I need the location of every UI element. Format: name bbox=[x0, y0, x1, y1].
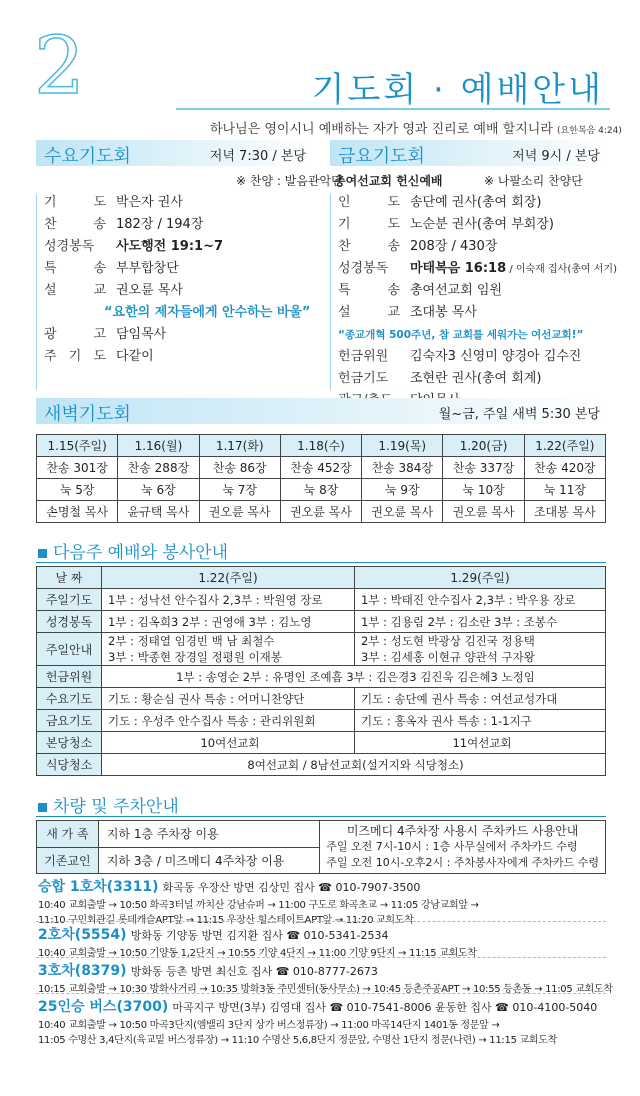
dawn-cell: 찬송 301장 bbox=[37, 457, 118, 479]
order-value: 권오륜 목사 bbox=[116, 283, 183, 298]
order-value: 김숙자3 신영미 양경아 김수진 bbox=[410, 349, 582, 364]
next-cell: 1부 : 송영순 2부 : 유명인 조예흠 3부 : 김은경3 김진욱 김은혜3 노정임 bbox=[102, 666, 606, 688]
header-verse: 하나님은 영이시니 예배하는 자가 영과 진리로 예배 할지니라 (요한복음 4:24) bbox=[210, 122, 622, 137]
parking-rule bbox=[36, 816, 606, 817]
parking-heading: 차량 및 주차안내 bbox=[38, 792, 179, 817]
dawn-header bbox=[36, 398, 606, 424]
order-value: 다같이 bbox=[116, 349, 154, 364]
next-row-label: 수요기도 bbox=[37, 688, 102, 710]
order-value: 조현란 권사(총여 회계) bbox=[410, 371, 542, 386]
dawn-cell: 1.20(금) bbox=[443, 435, 524, 457]
verse-ref: (요한복음 4:24) bbox=[557, 126, 622, 136]
next-cell: 1부 : 박태진 안수집사 2,3부 : 박우용 장로 bbox=[355, 589, 606, 611]
bus-entry bbox=[38, 996, 597, 1046]
next-row bbox=[37, 589, 606, 611]
next-date-1: 1.22(주일) bbox=[102, 567, 355, 589]
bus-title bbox=[38, 960, 613, 980]
order-label: 주 기 도 bbox=[44, 349, 106, 364]
next-row bbox=[37, 688, 606, 710]
order-row bbox=[44, 302, 314, 324]
dawn-cell: 권오륜 목사 bbox=[443, 501, 524, 523]
next-table bbox=[36, 566, 606, 776]
dawn-row bbox=[37, 479, 606, 501]
order-row bbox=[44, 214, 314, 236]
dawn-cell: 눅 11장 bbox=[524, 479, 605, 501]
next-row bbox=[37, 611, 606, 633]
wed-time: 저녁 7:30 / 본당 bbox=[209, 149, 306, 164]
next-date-label: 날 짜 bbox=[37, 567, 102, 589]
bus-title bbox=[38, 924, 477, 944]
next-cell: 기도 : 우성주 안수집사 특송 : 관리위원회 bbox=[102, 710, 355, 732]
next-row-label: 주일안내 bbox=[37, 633, 102, 666]
next-row bbox=[37, 633, 606, 666]
bus-name: 25인승 버스(3700) bbox=[38, 999, 169, 1015]
order-label: 인 도 bbox=[338, 195, 400, 210]
dawn-cell: 윤규택 목사 bbox=[118, 501, 199, 523]
bus-entry bbox=[38, 924, 477, 959]
order-label: 특 송 bbox=[44, 261, 106, 276]
order-row bbox=[338, 258, 617, 280]
bus-title bbox=[38, 876, 479, 896]
bus-route: 10:40 교회출발 → 10:50 기양동 1,2단지 → 10:55 기양 4단지 → 11:00 기양 9단지 → 11:15 교회도착 bbox=[38, 948, 477, 959]
parking-table bbox=[36, 820, 606, 874]
next-cell: 기도 : 황순심 권사 특송 : 어머니찬양단 bbox=[102, 688, 355, 710]
order-value: 208장 / 430장 bbox=[410, 239, 498, 254]
page-title: 기도회 · 예배안내 bbox=[311, 70, 604, 110]
order-value: 사도행전 19:1~7 bbox=[116, 239, 224, 254]
dawn-cell: 눅 7장 bbox=[199, 479, 280, 501]
order-value: 부부합창단 bbox=[116, 261, 179, 276]
next-cell: 11여선교회 bbox=[355, 732, 606, 754]
next-row bbox=[37, 732, 606, 754]
next-cell: 1부 : 김옥희3 2부 : 권영애 3부 : 김노영 bbox=[102, 611, 355, 633]
next-row bbox=[37, 754, 606, 776]
next-row-label: 성경봉독 bbox=[37, 611, 102, 633]
next-date-row bbox=[37, 567, 606, 589]
parking-card-info: 미즈메디 4주차장 사용시 주차카드 사용안내 주일 오전 7시-10시 : 1층 사무실에서 주차카드 수령 주일 오전 10시-오후2시 : 주차봉사자에게 주차카드 수령 bbox=[320, 821, 606, 874]
dawn-cell: 조대봉 목사 bbox=[524, 501, 605, 523]
dawn-time: 월~금, 주일 새벽 5:30 본당 bbox=[438, 407, 600, 422]
next-cell: 2부 : 성도현 박광상 김진국 정용택 3부 : 김세홍 이현규 양관석 구자왕 bbox=[355, 633, 606, 666]
dawn-cell: 찬송 288장 bbox=[118, 457, 199, 479]
bus-name: 3호차(8379) bbox=[38, 963, 127, 979]
dawn-row bbox=[37, 435, 606, 457]
dawn-cell: 눅 5장 bbox=[37, 479, 118, 501]
wed-header bbox=[36, 140, 312, 166]
dawn-cell: 1.17(화) bbox=[199, 435, 280, 457]
parking-label: 기존교인 bbox=[37, 847, 99, 874]
order-row bbox=[338, 368, 608, 390]
order-label: 찬 송 bbox=[338, 239, 400, 254]
dawn-cell: 손명철 목사 bbox=[37, 501, 118, 523]
next-row-label: 식당청소 bbox=[37, 754, 102, 776]
wed-rule bbox=[36, 194, 37, 390]
order-row bbox=[44, 280, 314, 302]
dawn-cell: 눅 6장 bbox=[118, 479, 199, 501]
order-value: “종교개혁 500주년, 참 교회를 세워가는 여선교회!” bbox=[338, 329, 584, 341]
order-label: 헌금위원 bbox=[338, 349, 389, 364]
fri-title: 금요기도회 bbox=[338, 146, 425, 167]
dawn-cell: 1.22(주일) bbox=[524, 435, 605, 457]
dawn-cell: 찬송 86장 bbox=[199, 457, 280, 479]
dawn-cell: 권오륜 목사 bbox=[362, 501, 443, 523]
next-row bbox=[37, 666, 606, 688]
title-rule bbox=[176, 108, 610, 110]
bus-title bbox=[38, 996, 597, 1016]
dawn-row bbox=[37, 457, 606, 479]
next-date-2: 1.29(주일) bbox=[355, 567, 606, 589]
order-label: 기 도 bbox=[338, 217, 400, 232]
next-cell: 기도 : 홍옥자 권사 특송 : 1-1지구 bbox=[355, 710, 606, 732]
order-label: 헌금기도 bbox=[338, 371, 389, 386]
next-row-label: 주일기도 bbox=[37, 589, 102, 611]
bus-route: 11:10 구민회관길 롯데캐슬APT앞 → 11:15 우장산 힐스테이트APT앞 → 11:20 교회도착 bbox=[38, 915, 414, 926]
dawn-cell: 찬송 452장 bbox=[280, 457, 361, 479]
bus-info: 방화동 기양동 방면 김지환 집사 ☎ 010-5341-2534 bbox=[130, 929, 389, 942]
order-row bbox=[44, 324, 314, 346]
next-cell: 1부 : 성낙선 안수집사 2,3부 : 박원영 장로 bbox=[102, 589, 355, 611]
order-row bbox=[44, 346, 314, 368]
order-value: 182장 / 194장 bbox=[116, 217, 204, 232]
bus-info: 방화동 등촌 방면 최신호 집사 ☎ 010-8777-2673 bbox=[130, 965, 378, 978]
next-row-label: 금요기도 bbox=[37, 710, 102, 732]
bus-info: 마곡지구 방면(3부) 김영대 집사 ☎ 010-7541-8006 윤동한 집사 ☎ 010-4100-5040 bbox=[172, 1001, 598, 1014]
order-row bbox=[44, 236, 314, 258]
dawn-table bbox=[36, 434, 606, 523]
next-row-label: 본당청소 bbox=[37, 732, 102, 754]
order-value: 총여선교회 임원 bbox=[410, 283, 503, 298]
dawn-title: 새벽기도회 bbox=[44, 404, 131, 425]
order-row bbox=[44, 192, 314, 214]
fri-time: 저녁 9시 / 본당 bbox=[512, 149, 600, 164]
dawn-cell: 권오륜 목사 bbox=[199, 501, 280, 523]
fri-sub-left: 총여선교회 헌신예배 bbox=[334, 174, 443, 188]
dawn-cell: 찬송 384장 bbox=[362, 457, 443, 479]
order-row bbox=[338, 192, 608, 214]
dawn-cell: 권오륜 목사 bbox=[280, 501, 361, 523]
bus-route: 11:05 수명산 3,4단지(육교밑 버스정류장) → 11:10 수명산 5,6,8단지 정문앞, 수명산 1단지 정문(나련) → 11:15 교회도착 bbox=[38, 1035, 557, 1046]
bus-route: 10:40 교회출발 → 10:50 마곡3단지(엠밸리 3단지 상가 버스정류장) → 11:00 마곡14단지 1401동 정문앞 → bbox=[38, 1020, 500, 1031]
dawn-cell: 1.19(목) bbox=[362, 435, 443, 457]
next-cell: 10여선교회 bbox=[102, 732, 355, 754]
order-value: 박은자 권사 bbox=[116, 195, 183, 210]
dawn-cell: 눅 10장 bbox=[443, 479, 524, 501]
bus-divider bbox=[36, 957, 606, 958]
bus-info: 화곡동 우장산 방면 김상민 집사 ☎ 010-7907-3500 bbox=[162, 881, 421, 894]
wed-order bbox=[44, 192, 314, 368]
fri-header bbox=[330, 140, 606, 166]
order-value: 마태복음 16:18 / 이숙재 집사(총여 서기) bbox=[410, 261, 617, 276]
wed-title: 수요기도회 bbox=[44, 146, 131, 167]
order-row bbox=[338, 214, 608, 236]
order-label: 특 송 bbox=[338, 283, 400, 298]
bus-divider bbox=[36, 993, 606, 994]
next-cell: 1부 : 김용림 2부 : 김소란 3부 : 조봉수 bbox=[355, 611, 606, 633]
fri-rule bbox=[330, 194, 331, 390]
dawn-cell: 찬송 420장 bbox=[524, 457, 605, 479]
order-row bbox=[338, 324, 608, 346]
order-row bbox=[338, 346, 608, 368]
bus-name: 승합 1호차(3311) bbox=[38, 879, 159, 895]
square-bullet-icon bbox=[38, 803, 47, 812]
next-heading: 다음주 예배와 봉사안내 bbox=[38, 538, 228, 563]
order-label: 광 고 bbox=[44, 327, 106, 342]
order-value: 송단예 권사(총여 회장) bbox=[410, 195, 542, 210]
dawn-cell: 1.18(수) bbox=[280, 435, 361, 457]
dawn-cell: 찬송 337장 bbox=[443, 457, 524, 479]
order-value: 담임목사 bbox=[116, 327, 167, 342]
order-label: 설 교 bbox=[44, 283, 106, 298]
order-label: 성경봉독 bbox=[338, 261, 389, 276]
bus-entry bbox=[38, 960, 613, 995]
wed-choir: ※ 찬양 : 발음관악단 bbox=[236, 174, 343, 188]
dawn-cell: 1.16(월) bbox=[118, 435, 199, 457]
next-rule bbox=[36, 562, 606, 563]
bus-route: 10:15 교회출발 → 10:30 방화사거리 → 10:35 방화3동 주민센터(동사무소) → 10:45 등촌주공APT → 10:55 등촌동 → 11:05 교회도착 bbox=[38, 984, 613, 995]
page-number: 2 bbox=[34, 19, 85, 112]
order-row bbox=[338, 236, 608, 258]
dawn-row bbox=[37, 501, 606, 523]
order-label: 기 도 bbox=[44, 195, 106, 210]
dawn-cell: 눅 9장 bbox=[362, 479, 443, 501]
order-value: “요한의 제자들에게 안수하는 바울” bbox=[104, 305, 311, 320]
parking-value: 지하 3층 / 미즈메디 4주차장 이용 bbox=[98, 847, 319, 874]
bus-route: 10:40 교회출발 → 10:50 화곡3터널 까치산 강남슈퍼 → 11:00 구도로 화곡초교 → 11:05 강남교회앞 → bbox=[38, 900, 479, 911]
order-row bbox=[338, 280, 608, 302]
parking-label: 새 가 족 bbox=[37, 821, 99, 848]
dawn-cell: 눅 8장 bbox=[280, 479, 361, 501]
bus-name: 2호차(5554) bbox=[38, 927, 127, 943]
parking-value: 지하 1층 주차장 이용 bbox=[98, 821, 319, 848]
next-cell: 기도 : 송단예 권사 특송 : 여선교성가대 bbox=[355, 688, 606, 710]
dawn-cell: 1.15(주일) bbox=[37, 435, 118, 457]
fri-sub-right: ※ 나팔소리 찬양단 bbox=[484, 174, 583, 188]
bus-divider bbox=[36, 921, 606, 922]
square-bullet-icon bbox=[38, 549, 47, 558]
order-value: 조대봉 목사 bbox=[410, 305, 477, 320]
order-row bbox=[338, 302, 608, 324]
next-cell: 8여선교회 / 8남선교회(설거지와 식당청소) bbox=[102, 754, 606, 776]
next-cell: 2부 : 정태열 임경빈 백 남 최철수 3부 : 박종현 장경일 정평원 이재봉 bbox=[102, 633, 355, 666]
fri-order bbox=[338, 192, 617, 412]
order-label: 성경봉독 bbox=[44, 239, 95, 254]
order-value: 노순분 권사(총여 부회장) bbox=[410, 217, 554, 232]
next-row-label: 헌금위원 bbox=[37, 666, 102, 688]
order-row bbox=[44, 258, 314, 280]
next-row bbox=[37, 710, 606, 732]
bus-entry bbox=[38, 876, 479, 926]
order-label: 설 교 bbox=[338, 305, 400, 320]
order-label: 찬 송 bbox=[44, 217, 106, 232]
